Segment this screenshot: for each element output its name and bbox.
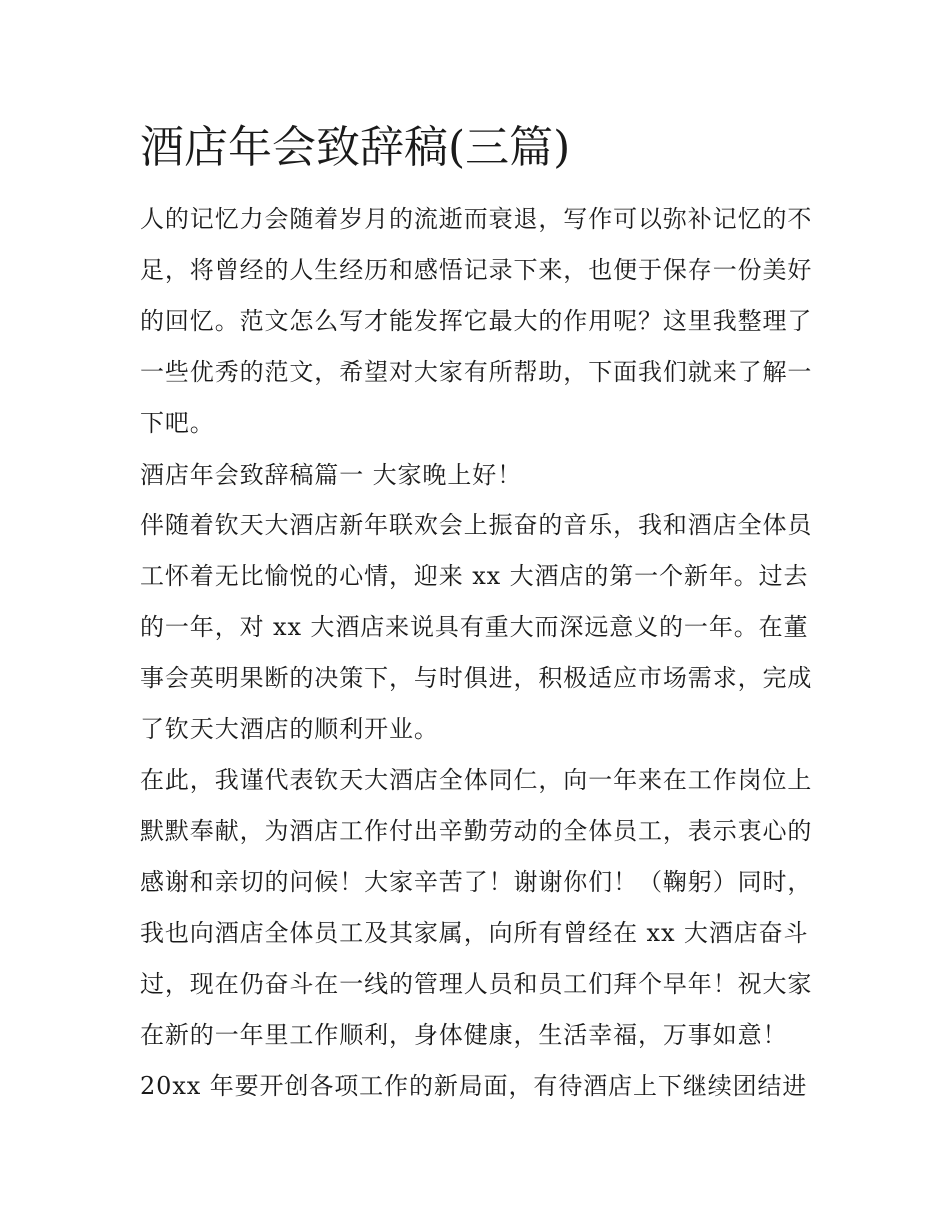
paragraph-line: 在新的一年里工作顺利，身体健康，生活幸福，万事如意！ (140, 1021, 788, 1049)
paragraph-line: 20xx 年要开创各项工作的新局面，有待酒店上下继续团结进 (140, 1072, 808, 1100)
paragraph-line: 我也向酒店全体员工及其家属，向所有曾经在 xx 大酒店奋斗 (140, 919, 809, 947)
section-heading-line: 酒店年会致辞稿篇一 大家晚上好！ (140, 461, 523, 489)
document-title: 酒店年会致辞稿(三篇) (140, 122, 571, 173)
paragraph-line: 感谢和亲切的问候！大家辛苦了！谢谢你们！（鞠躬）同时， (140, 868, 813, 896)
paragraph-line: 足，将曾经的人生经历和感悟记录下来，也便于保存一份美好 (140, 256, 813, 284)
paragraph-line: 过，现在仍奋斗在一线的管理人员和员工们拜个早年！祝大家 (140, 970, 813, 998)
paragraph-line: 了钦天大酒店的顺利开业。 (140, 715, 439, 743)
paragraph-line: 在此，我谨代表钦天大酒店全体同仁，向一年来在工作岗位上 (140, 766, 813, 794)
paragraph-line: 的回忆。范文怎么写才能发挥它最大的作用呢？这里我整理了 (140, 307, 813, 335)
paragraph-line: 下吧。 (140, 409, 215, 437)
paragraph-line: 人的记忆力会随着岁月的流逝而衰退，写作可以弥补记忆的不 (140, 205, 813, 233)
paragraph-line: 默默奉献，为酒店工作付出辛勤劳动的全体员工，表示衷心的 (140, 817, 813, 845)
paragraph-line: 的一年，对 xx 大酒店来说具有重大而深远意义的一年。在董 (140, 613, 809, 641)
paragraph-line: 伴随着钦天大酒店新年联欢会上振奋的音乐，我和酒店全体员 (140, 511, 813, 539)
paragraph-line: 一些优秀的范文，希望对大家有所帮助，下面我们就来了解一 (140, 358, 813, 386)
paragraph-line: 事会英明果断的决策下，与时俱进，积极适应市场需求，完成 (140, 664, 813, 692)
paragraph-line: 工怀着无比愉悦的心情，迎来 xx 大酒店的第一个新年。过去 (140, 562, 809, 590)
